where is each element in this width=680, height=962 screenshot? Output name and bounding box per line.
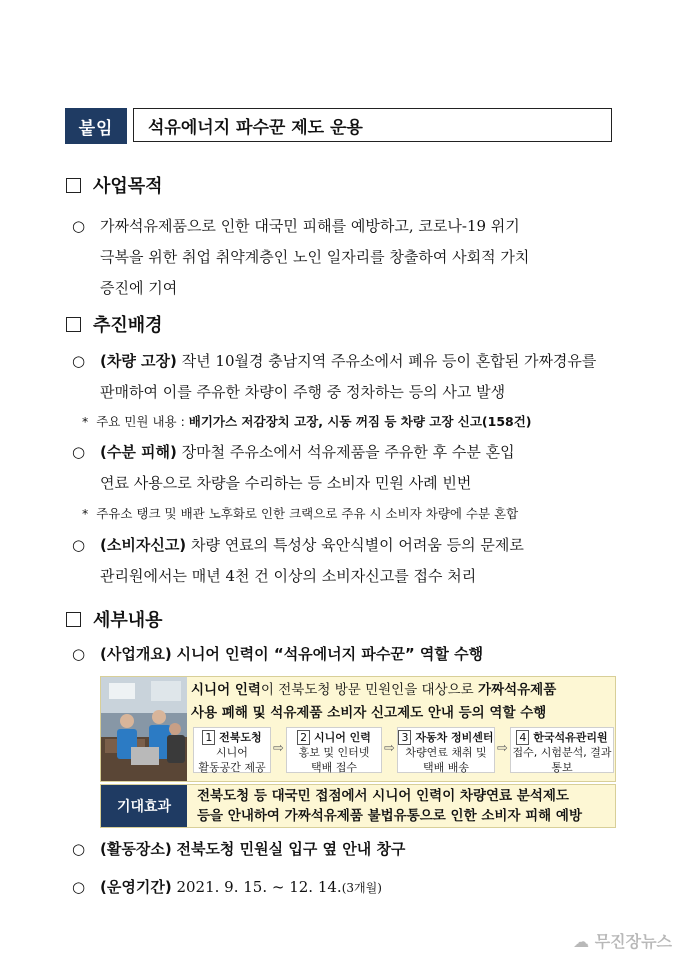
panel-description: 시니어 인력이 전북도청 방문 민원인을 대상으로 가짜석유제품 사용 폐해 및 석유제품 소비자 신고제도 안내 등의 역할 수행 (191, 682, 557, 721)
arrow-right-icon: ⇨ (273, 741, 284, 756)
attachment-tag: 붙임 (65, 108, 127, 144)
background-note-complaints: * 주요 민원 내용 : 배기가스 저감장치 고장, 시동 꺼짐 등 차량 고장 신고(158건) (82, 414, 532, 429)
step-card-4: 4 한국석유관리원 접수, 시험분석, 결과 통보 (510, 727, 614, 773)
section-heading-details: 세부내용 (66, 606, 163, 632)
arrow-right-icon: ⇨ (384, 741, 395, 756)
details-item-location: ○ (활동장소) 전북도청 민원실 입구 옆 안내 창구 (72, 840, 406, 858)
step-card-2: 2 시니어 인력 홍보 및 인터넷 택배 접수 (286, 727, 382, 773)
background-item-water: ○ (수분 피해) 장마철 주유소에서 석유제품을 주유한 후 수분 혼입 연료 사용으로 차량을 수리하는 등 소비자 민원 사례 빈번 (72, 443, 515, 492)
arrow-right-icon: ⇨ (497, 741, 508, 756)
section-heading-purpose: 사업목적 (66, 172, 163, 198)
section-heading-background: 추진배경 (66, 311, 163, 337)
watermark-logo: ☁ 무진장뉴스 (573, 932, 672, 951)
square-bullet-icon (66, 317, 81, 332)
page-title: 석유에너지 파수꾼 제도 운용 (133, 108, 612, 142)
expected-effect-text: 전북도청 등 대국민 접점에서 시니어 인력이 차량연료 분석제도 등을 안내하여 가짜석유제품 불법유통으로 인한 소비자 피해 예방 (197, 788, 583, 824)
activity-panel (100, 676, 616, 782)
activity-photo-image (101, 677, 187, 781)
step-card-3: 3 자동차 정비센터 차량연료 채취 및 택배 배송 (397, 727, 495, 773)
background-note-tank: * 주유소 탱크 및 배관 노후화로 인한 크랙으로 주유 시 소비자 차량에 수분 혼합 (82, 506, 519, 521)
details-item-period: ○ (운영기간) 2021. 9. 15. ~ 12. 14.(3개월) (72, 878, 382, 896)
square-bullet-icon (66, 612, 81, 627)
cloud-icon: ☁ (573, 932, 590, 951)
activity-photo (101, 677, 187, 781)
expected-effect-box (100, 784, 616, 828)
square-bullet-icon (66, 178, 81, 193)
background-item-reports: ○ (소비자신고) 차량 연료의 특성상 육안식별이 어려움 등의 문제로 관리원에서는 매년 4천 건 이상의 소비자신고를 접수 처리 (72, 536, 524, 585)
purpose-item: ○ 가짜석유제품으로 인한 대국민 피해를 예방하고, 코로나-19 위기 극복을 위한 취업 취약계층인 노인 일자리를 창출하여 사회적 가치 증진에 기여 (72, 217, 530, 297)
document-title-bar (65, 108, 612, 144)
background-item-vehicle: ○ (차량 고장) 작년 10월경 충남지역 주유소에서 폐유 등이 혼합된 가짜경유를 판매하여 이를 주유한 차량이 주행 중 정차하는 등의 사고 발생 (72, 352, 597, 401)
details-item-overview: ○ (사업개요) 시니어 인력이 “석유에너지 파수꾼” 역할 수행 (72, 645, 484, 663)
step-card-1: 1 전북도청 시니어 활동공간 제공 (193, 727, 271, 773)
expected-effect-label: 기대효과 (101, 785, 187, 827)
